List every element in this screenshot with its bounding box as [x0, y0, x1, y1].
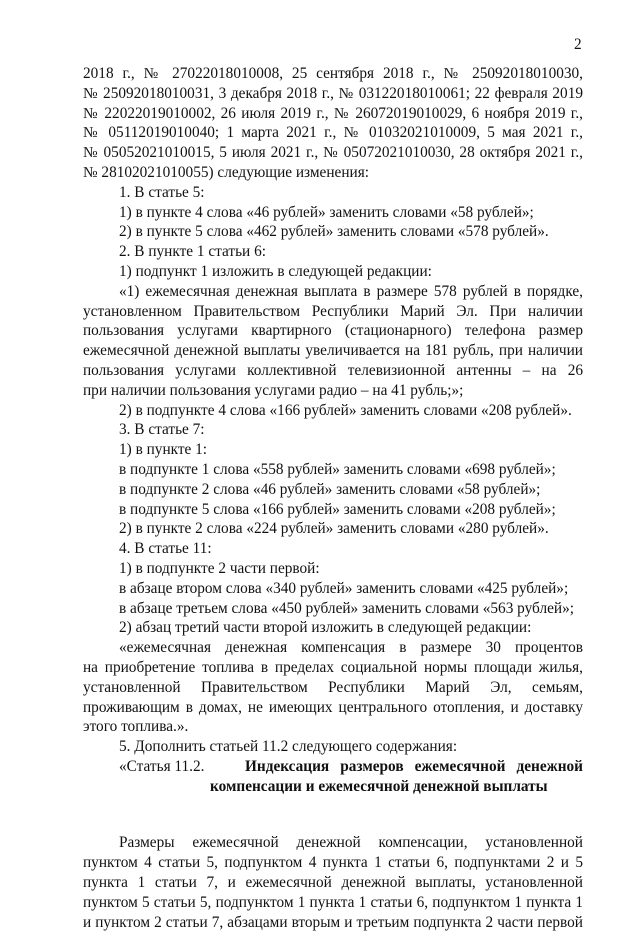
- text-line: при наличии пользования услугами радио – на 41 рубль;»;: [83, 381, 464, 399]
- text-line: пункта 1 статьи 7, и ежемесячной денежной выплаты, установленной: [83, 874, 583, 892]
- text-line: в подпункте 1 слова «558 рублей» заменить словами «698 рублей»;: [119, 460, 556, 478]
- text-line: 1) в подпункте 2 части первой:: [119, 559, 320, 577]
- text-line: в подпункте 2 слова «46 рублей» заменить словами «58 рублей»;: [119, 480, 541, 498]
- text-line: 4. В статье 11:: [119, 540, 212, 558]
- article-title-line-1: Индексация размеров ежемесячной денежной: [245, 757, 583, 775]
- text-line: 2018 г., № 27022018010008, 25 сентября 2018 г., № 25092018010030,: [83, 65, 583, 82]
- text-line: 1. В статье 5:: [119, 183, 205, 201]
- text-line: № 28102021010055) следующие изменения:: [83, 163, 369, 181]
- text-line: пунктом 5 статьи 5, подпунктом 1 пункта 1 статьи 6, подпунктом 1 пункта 1: [83, 893, 583, 911]
- text-line: № 05112019010040; 1 марта 2021 г., № 01032021010009, 5 мая 2021 г.,: [83, 124, 583, 142]
- text-line: пунктом 4 статьи 5, подпунктом 4 пункта 1 статьи 6, подпунктами 2 и 5: [83, 854, 583, 872]
- amendment-text: [83, 64, 583, 757]
- text-line: установленной Правительством Республики Марий Эл, семьям,: [83, 678, 583, 696]
- text-line: 2) в пункте 5 слова «462 рублей» заменить словами «578 рублей».: [119, 223, 549, 241]
- article-number: «Статья 11.2.: [119, 757, 205, 775]
- text-line: проживающим в домах, не имеющих центрального отопления, и доставку: [83, 698, 583, 716]
- text-line: «1) ежемесячная денежная выплата в размере 578 рублей в порядке,: [119, 282, 583, 300]
- text-line: и пунктом 2 статьи 7, абзацами вторым и третьим подпункта 2 части первой: [83, 913, 583, 931]
- text-line: № 25092018010031, 3 декабря 2018 г., № 03122018010061; 22 февраля 2019: [83, 84, 583, 102]
- text-line: установленном Правительством Республики Марий Эл. При наличии: [83, 302, 583, 320]
- text-line: № 05052021010015, 5 июля 2021 г., № 05072021010030, 28 октября 2021 г.,: [83, 144, 583, 162]
- text-line: на приобретение топлива в пределах социальной нормы площади жилья,: [83, 658, 583, 676]
- text-line: пользования услугами квартирного (стационарного) телефона размер: [83, 322, 583, 340]
- article-heading: [83, 757, 583, 777]
- text-line: «ежемесячная денежная компенсация в размере 30 процентов: [119, 639, 583, 657]
- text-line: ежемесячной денежной выплаты увеличивается на 181 рубль, при наличии: [83, 342, 583, 360]
- text-line: 5. Дополнить статьей 11.2 следующего содержания:: [119, 738, 458, 756]
- text-line: 2) в пункте 2 слова «224 рублей» заменить словами «280 рублей».: [119, 520, 549, 538]
- text-line: 2) абзац третий части второй изложить в следующей редакции:: [119, 619, 532, 637]
- text-line: в абзаце третьем слова «450 рублей» заменить словами «563 рублей»;: [119, 599, 574, 617]
- page-number: 2: [574, 36, 582, 53]
- text-line: в подпункте 5 слова «166 рублей» заменить словами «208 рублей»;: [119, 500, 556, 518]
- text-line: 1) подпункт 1 изложить в следующей редакции:: [119, 262, 432, 280]
- spacer: [83, 796, 583, 833]
- text-line: № 22022019010002, 26 июля 2019 г., № 26072019010029, 6 ноября 2019 г.,: [83, 104, 583, 122]
- article-text: [83, 833, 583, 932]
- text-line: 2) в подпункте 4 слова «166 рублей» заменить словами «208 рублей».: [119, 401, 572, 419]
- text-line: 1) в пункте 4 слова «46 рублей» заменить словами «58 рублей»;: [119, 203, 534, 221]
- article-title-line-2: компенсации и ежемесячной денежной выплаты: [210, 777, 548, 795]
- text-line: в абзаце втором слова «340 рублей» заменить словами «425 рублей»;: [119, 579, 569, 597]
- text-line: 2. В пункте 1 статьи 6:: [119, 243, 266, 261]
- document-body: [83, 64, 583, 932]
- text-line: этого топлива.».: [83, 718, 189, 736]
- text-line: 1) в пункте 1:: [119, 441, 208, 459]
- text-line: Размеры ежемесячной денежной компенсации, установленной: [119, 834, 583, 852]
- text-line: пользования услугами коллективной телевизионной антенны – на 26: [83, 361, 583, 379]
- text-line: 3. В статье 7:: [119, 421, 205, 439]
